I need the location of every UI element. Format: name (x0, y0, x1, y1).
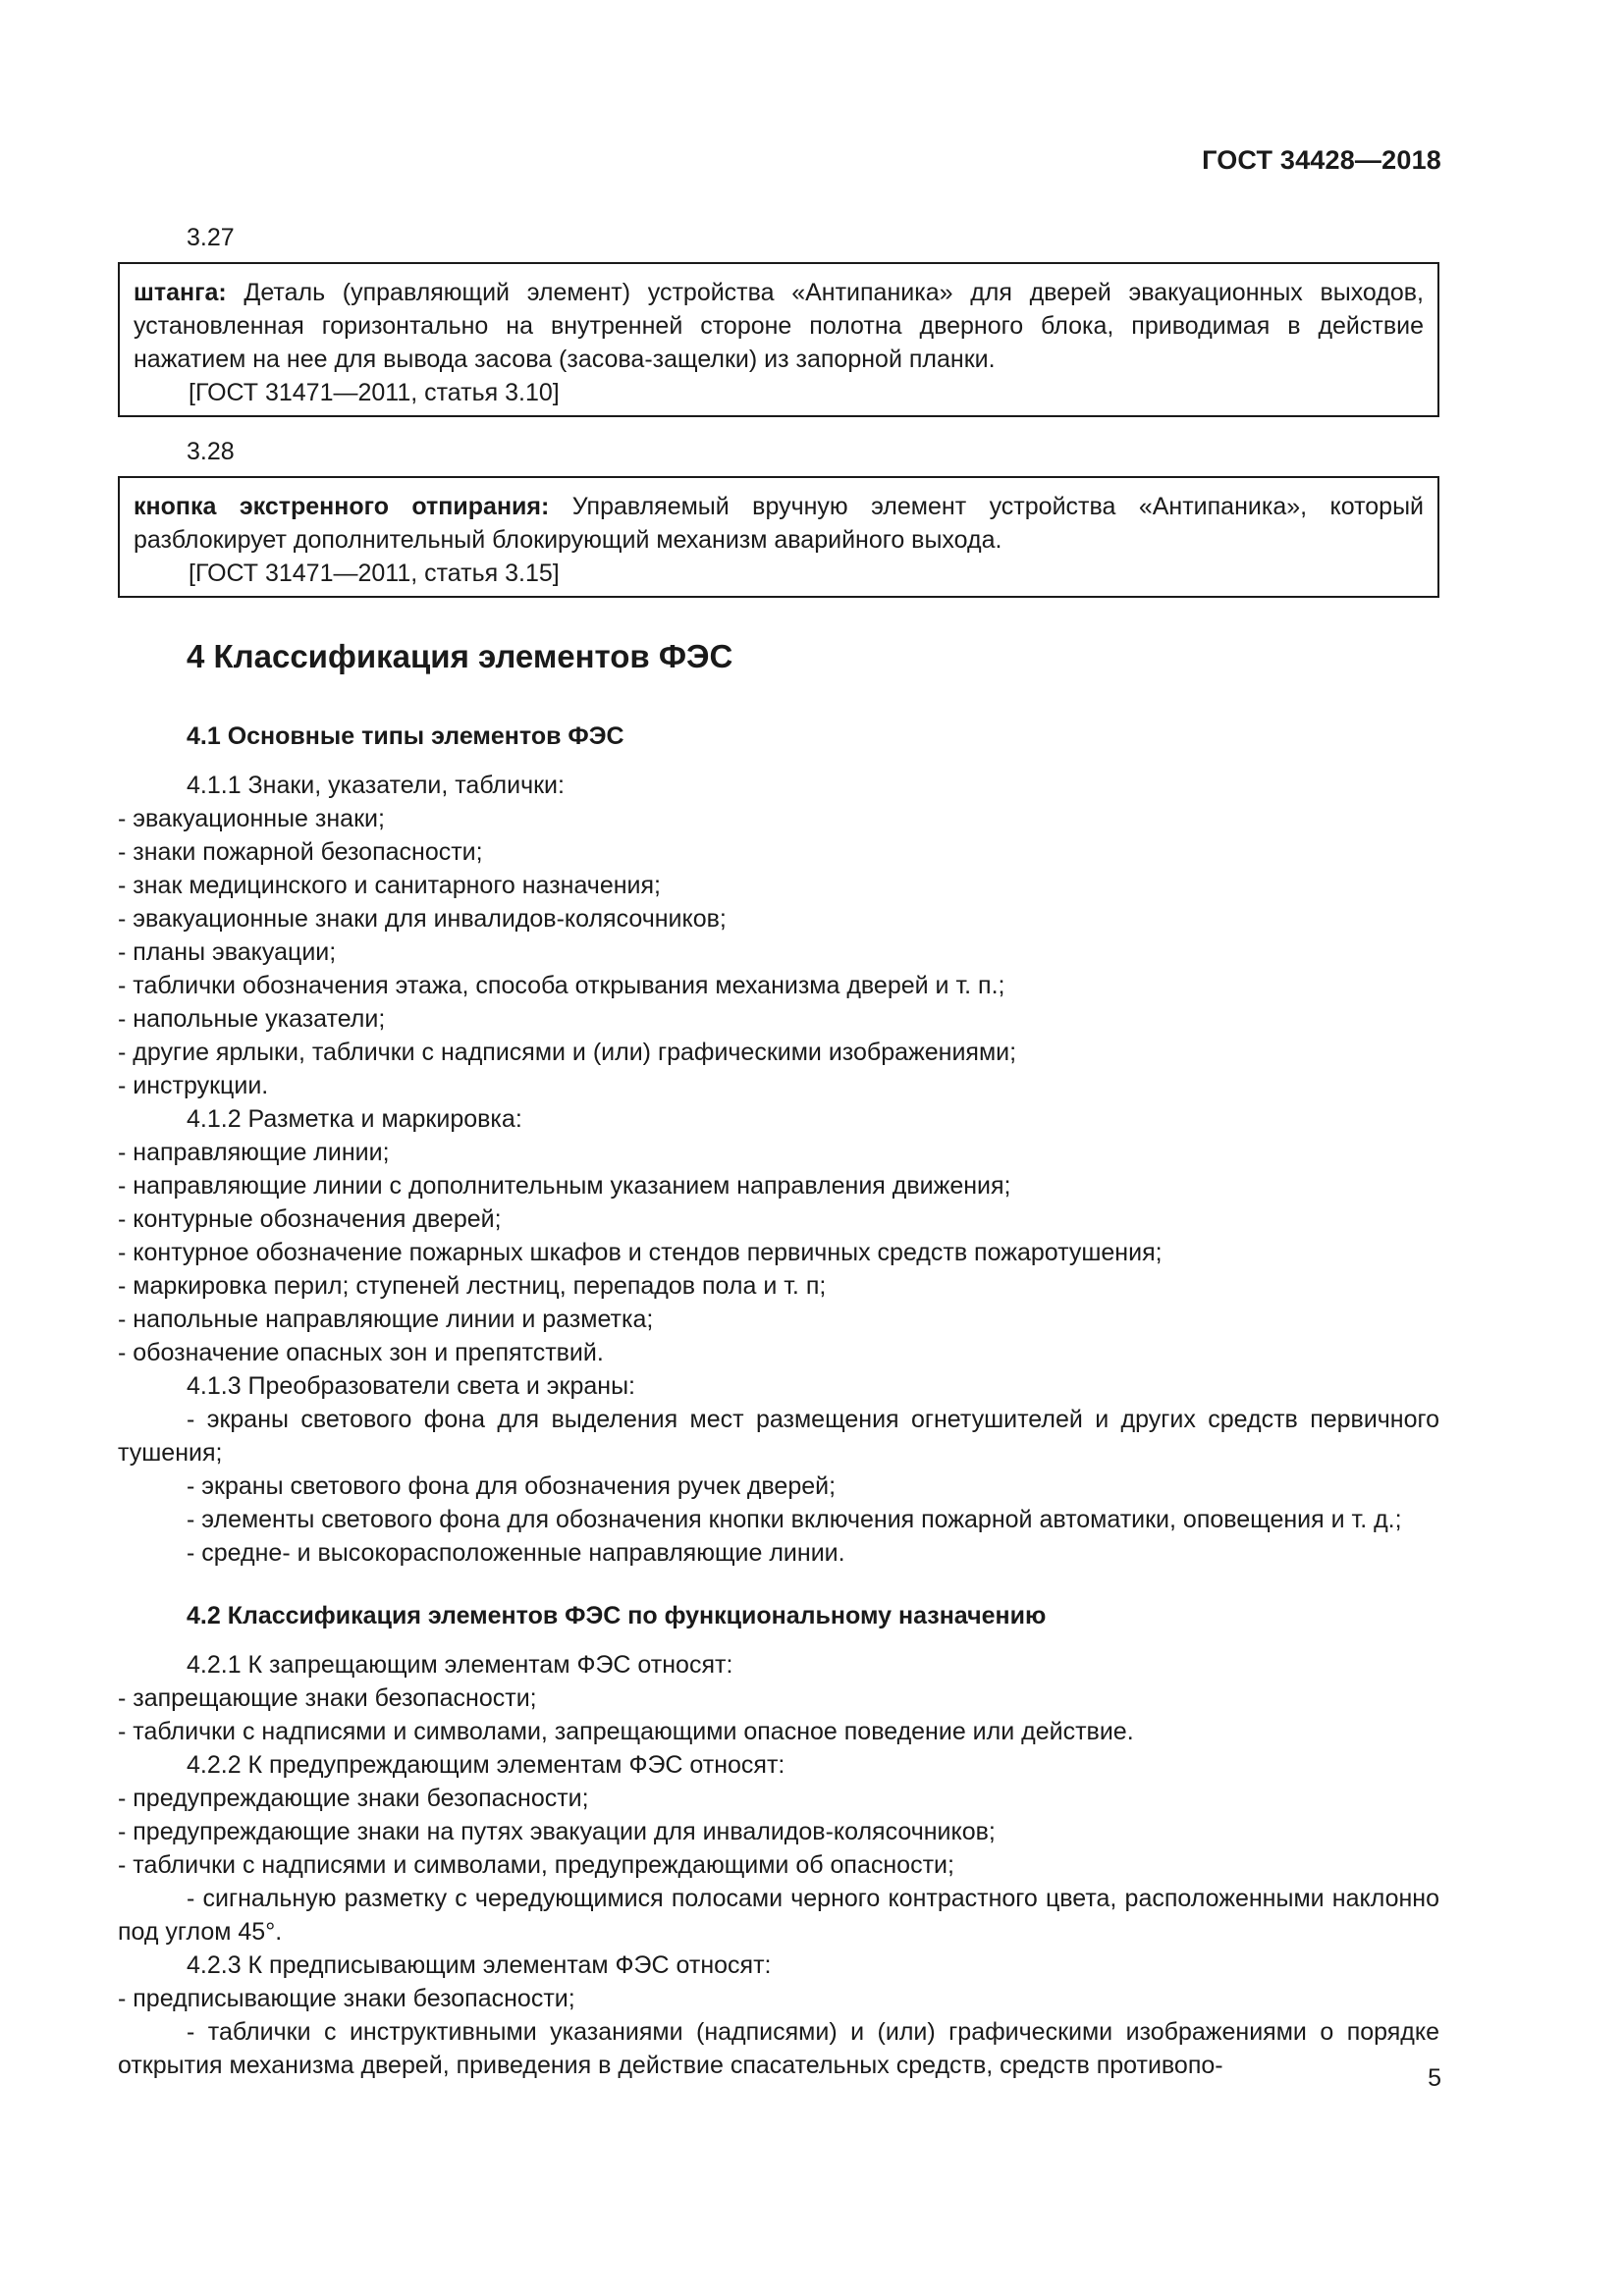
document-code: ГОСТ 34428—2018 (1202, 145, 1441, 175)
term-definition (134, 490, 1424, 557)
list-item: - экраны светового фона для обозначения ручек дверей; (187, 1472, 837, 1500)
list-item: - таблички обозначения этажа, способа открывания механизма дверей и т. п.; (118, 972, 1005, 999)
section-title: 4 Классификация элементов ФЭС (187, 638, 733, 674)
clause-heading: 4.2.1 К запрещающим элементам ФЭС относят: (187, 1651, 733, 1679)
list-item: - планы эвакуации; (118, 938, 337, 966)
list-item: - инструкции. (118, 1072, 269, 1099)
term-definition-box (118, 262, 1439, 417)
list-item: - контурные обозначения дверей; (118, 1205, 502, 1233)
subsection-title: 4.2 Классификация элементов ФЭС по функциональному назначению (187, 1602, 1047, 1629)
list-item: - средне- и высокорасположенные направляющие линии. (187, 1539, 845, 1567)
clause-heading: 4.1.2 Разметка и маркировка: (187, 1105, 522, 1133)
page-content (118, 221, 1439, 2082)
list-item: - направляющие линии с дополнительным указанием направления движения; (118, 1172, 1011, 1200)
term-definition-box (118, 476, 1439, 598)
list-item: - элементы светового фона для обозначения кнопки включения пожарной автоматики, оповещения и т. д.; (187, 1506, 1402, 1533)
term-name: кнопка экстренного отпирания: (134, 493, 550, 520)
list-item: - экраны светового фона для выделения мест размещения огнетушителей и других средств первичного тушения; (118, 1406, 1439, 1467)
list-item: - напольные направляющие линии и разметка; (118, 1306, 654, 1333)
term-number: 3.27 (187, 224, 235, 251)
page-number: 5 (1428, 2064, 1441, 2092)
list-item: - знак медицинского и санитарного назначения; (118, 872, 661, 899)
list-item: - направляющие линии; (118, 1139, 390, 1166)
term-definition (134, 276, 1424, 376)
list-item: - предписывающие знаки безопасности; (118, 1985, 575, 2012)
term-source: [ГОСТ 31471—2011, статья 3.10] (189, 379, 560, 406)
list-item: - таблички с надписями и символами, запрещающими опасное поведение или действие. (118, 1718, 1134, 1745)
term-name: штанга: (134, 279, 227, 306)
subsection-title: 4.1 Основные типы элементов ФЭС (187, 722, 624, 750)
clause-heading: 4.1.1 Знаки, указатели, таблички: (187, 772, 565, 799)
list-item: - другие ярлыки, таблички с надписями и (или) графическими изображениями; (118, 1039, 1017, 1066)
list-item: - напольные указатели; (118, 1005, 386, 1033)
list-item: - контурное обозначение пожарных шкафов и стендов первичных средств пожаротушения; (118, 1239, 1163, 1266)
list-item: - маркировка перил; ступеней лестниц, перепадов пола и т. п; (118, 1272, 827, 1300)
list-item: - эвакуационные знаки для инвалидов-колясочников; (118, 905, 727, 933)
clause-heading: 4.2.2 К предупреждающим элементам ФЭС относят: (187, 1751, 785, 1779)
definition-text: Деталь (управляющий элемент) устройства «Антипаника» для дверей эвакуационных выходов, установленная горизонтально на внутренней стороне полотна дверного блока, приводимая в действие нажатием на нее для вывода засова (засова-защелки) из запорной планки. (134, 279, 1424, 373)
list-item: - предупреждающие знаки безопасности; (118, 1785, 589, 1812)
clause-heading: 4.2.3 К предписывающим элементам ФЭС относят: (187, 1951, 772, 1979)
list-item: - предупреждающие знаки на путях эвакуации для инвалидов-колясочников; (118, 1818, 996, 1845)
list-item: - эвакуационные знаки; (118, 805, 385, 832)
list-item: - таблички с надписями и символами, предупреждающими об опасности; (118, 1851, 954, 1879)
list-item: - знаки пожарной безопасности; (118, 838, 483, 866)
list-item: - сигнальную разметку с чередующимися полосами черного контрастного цвета, расположенными наклонно под углом 45°. (118, 1885, 1439, 1946)
definition-text: Управляемый вручную элемент устройства «Антипаника», который разблокирует дополнительный блокирующий механизм аварийного выхода. (134, 493, 1424, 554)
list-item: - обозначение опасных зон и препятствий. (118, 1339, 604, 1366)
clause-heading: 4.1.3 Преобразователи света и экраны: (187, 1372, 635, 1400)
list-item: - запрещающие знаки безопасности; (118, 1684, 537, 1712)
term-source: [ГОСТ 31471—2011, статья 3.15] (189, 560, 560, 587)
list-item: - таблички с инструктивными указаниями (надписями) и (или) графическими изображениями о порядке открытия механизма дверей, приведения в действие спасательных средств, средств противопо- (118, 2018, 1439, 2079)
term-number: 3.28 (187, 438, 235, 465)
